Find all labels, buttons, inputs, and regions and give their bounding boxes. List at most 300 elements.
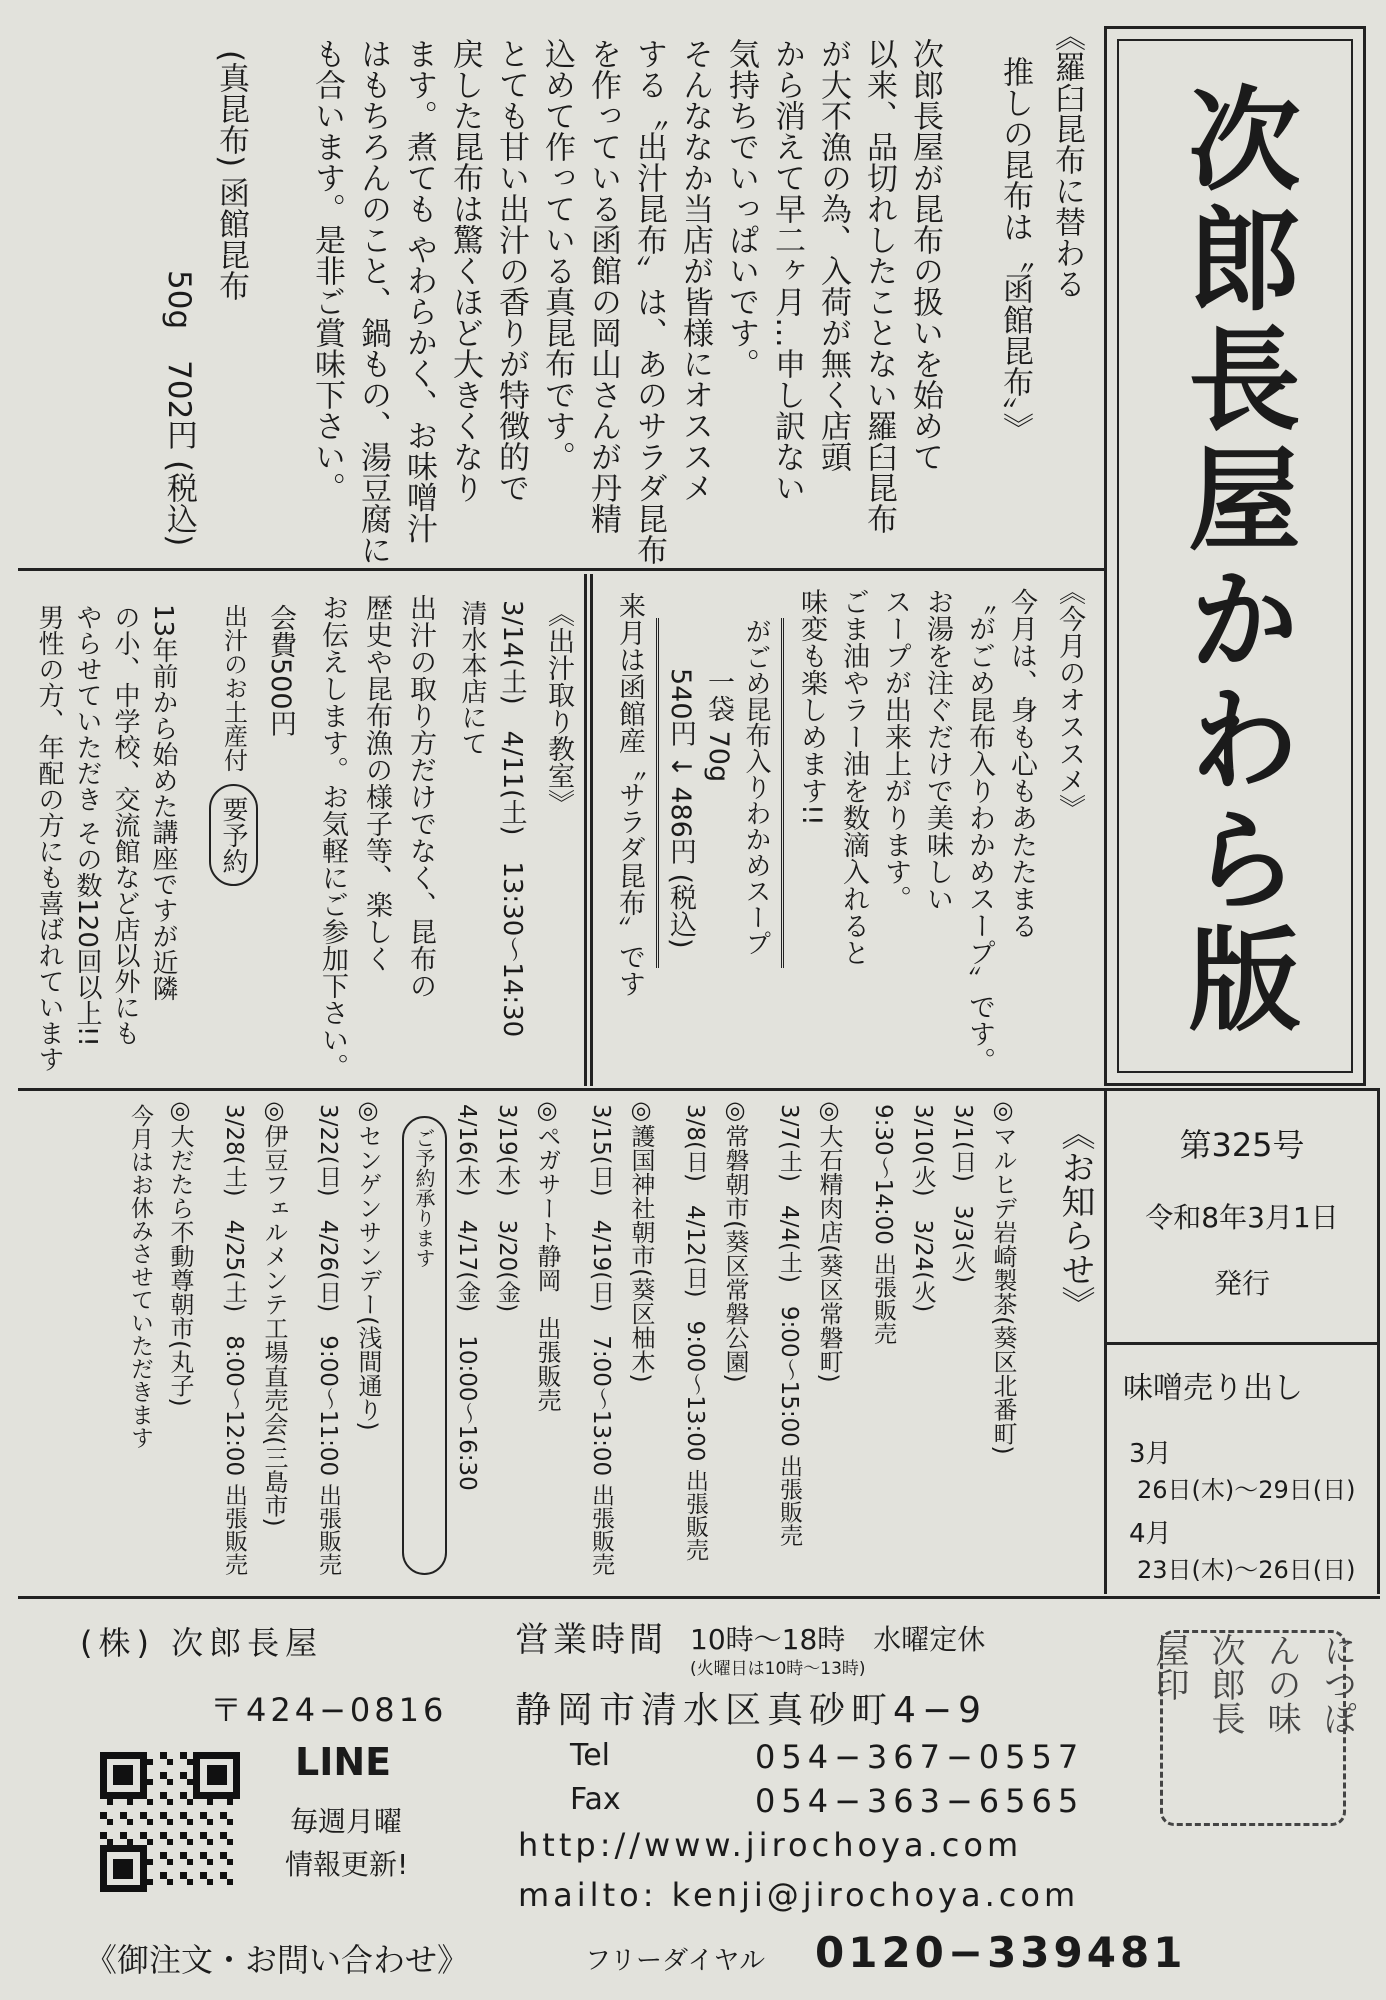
qr-module [147,1832,154,1839]
qr-module [107,1805,114,1812]
qr-module [207,1879,214,1886]
qr-module [140,1859,147,1866]
qr-module [213,1865,220,1872]
qr-module [107,1879,114,1886]
qr-module [180,1792,187,1799]
qr-module [200,1819,207,1826]
qr-module [140,1872,147,1879]
qr-module [100,1765,107,1772]
dashi-class [20,580,580,1080]
qr-module [227,1885,234,1892]
qr-module [100,1832,107,1839]
qr-module [180,1825,187,1832]
qr-module [207,1799,214,1806]
article-line: が大不漁の為、入荷が無く店頭 [815,38,851,472]
qr-module [100,1752,107,1759]
article-line: はもちろんのこと、鍋もの、湯豆腐に [355,38,391,565]
notice-item [120,1096,200,1575]
qr-module [207,1865,214,1872]
monthly-recommendation [600,578,1090,1078]
qr-module [180,1885,187,1892]
qr-module [127,1772,134,1779]
qr-module [187,1839,194,1846]
miso-sale-april-range: 23日(木)〜26日(日) [1137,1556,1356,1584]
qr-module [140,1845,147,1852]
notice-list [106,1096,1023,1575]
notice-name: ◎ペガサート静岡 出張販売 [533,1096,561,1412]
qr-module [153,1819,160,1826]
qr-module [140,1825,147,1832]
qr-module [133,1819,140,1826]
qr-module [207,1872,214,1879]
notice-schedule: 3/15(日) 4/19(日) 7:00〜13:00 出張販売 [588,1104,614,1576]
qr-module [113,1812,120,1819]
qr-module [127,1839,134,1846]
qr-module [167,1765,174,1772]
article-line: から消えて早二ヶ月…申し訳ない [769,38,805,503]
qr-module [153,1852,160,1859]
notice-item [675,1096,755,1575]
qr-module [220,1805,227,1812]
qr-module [160,1765,167,1772]
qr-module [180,1772,187,1779]
qr-module [227,1759,234,1766]
qr-module [167,1759,174,1766]
qr-module [180,1859,187,1866]
qr-module [113,1799,120,1806]
notice-name: ◎マルヒデ岩崎製茶(葵区北番町) [989,1096,1017,1455]
qr-module [133,1792,140,1799]
qr-module [187,1792,194,1799]
qr-module [233,1819,240,1826]
qr-module [167,1812,174,1819]
qr-module [100,1885,107,1892]
qr-module [167,1839,174,1846]
qr-module [173,1752,180,1759]
qr-module [193,1805,200,1812]
freedial-label: フリーダイヤル [585,1946,766,1976]
qr-module [140,1785,147,1792]
qr-module [127,1779,134,1786]
qr-module [173,1792,180,1799]
website-link[interactable]: http://www.jirochoya.com [518,1826,1023,1864]
qr-module [193,1879,200,1886]
qr-module [147,1839,154,1846]
product-qty: 一袋 70g [703,668,734,783]
article-line: そんななか当店が皆様にオススメ [677,38,713,503]
qr-module [160,1785,167,1792]
qr-module [133,1832,140,1839]
qr-module [147,1799,154,1806]
qr-module [233,1812,240,1819]
qr-module [147,1792,154,1799]
qr-module [113,1859,120,1866]
qr-module [187,1879,194,1886]
notice-item [863,1096,1023,1575]
notice-schedule: 3/22(日) 4/26(日) 9:00〜11:00 出張販売 [315,1104,341,1576]
qr-module [107,1832,114,1839]
qr-module [227,1779,234,1786]
recommendation-line: スープが出来上がります。 [880,588,911,912]
divider-top [18,568,1104,571]
qr-module [180,1765,187,1772]
qr-module [153,1825,160,1832]
qr-module [120,1879,127,1886]
qr-module [160,1819,167,1826]
qr-module [207,1825,214,1832]
qr-module [220,1819,227,1826]
qr-module [200,1885,207,1892]
qr-module [173,1859,180,1866]
qr-module [153,1752,160,1759]
article-line: も合います。是非ご賞味下さい。 [309,38,345,503]
qr-module [213,1772,220,1779]
qr-module [133,1852,140,1859]
qr-module [100,1812,107,1819]
qr-module [113,1765,120,1772]
qr-module [193,1819,200,1826]
recommendation-heading: 《今月のオススメ》 [1054,578,1085,821]
qr-module [160,1872,167,1879]
qr-module [200,1805,207,1812]
qr-module [153,1832,160,1839]
qr-module [173,1812,180,1819]
issue-published: 発行 [1213,1267,1270,1300]
qr-module [220,1785,227,1792]
qr-module [127,1759,134,1766]
qr-module [147,1772,154,1779]
recommendation-line: 味変も楽しめます!! [796,588,827,826]
qr-module [140,1799,147,1806]
qr-module [120,1799,127,1806]
qr-module [200,1859,207,1866]
qr-module [113,1832,120,1839]
qr-module [207,1852,214,1859]
qr-module [233,1759,240,1766]
qr-module [200,1752,207,1759]
qr-module [140,1772,147,1779]
qr-module [100,1759,107,1766]
qr-module [180,1839,187,1846]
article-line: ます。煮ても やわらかく、お味噌汁 [401,38,437,544]
class-dates: 3/14(土) 4/11(土) 13:30〜14:30 清水本店にて [457,600,527,1038]
qr-module [100,1859,107,1866]
qr-module [200,1792,207,1799]
notice-name: ◎護国神社朝市(葵区柚木) [627,1096,655,1383]
business-hours: 10時〜18時 水曜定休 [690,1623,986,1656]
divider-bottom [18,1596,1380,1599]
qr-module [173,1872,180,1879]
qr-module [213,1852,220,1859]
qr-module [100,1772,107,1779]
line-qr-code[interactable] [100,1752,240,1892]
qr-module [100,1852,107,1859]
qr-module [180,1752,187,1759]
divider-middle-vertical [584,574,587,1086]
qr-module [233,1865,240,1872]
divider-middle-vertical-2 [590,574,593,1086]
product-label: (真昆布) 函館昆布 [213,50,249,302]
qr-module [200,1845,207,1852]
qr-module [220,1752,227,1759]
qr-module [227,1825,234,1832]
article-body [304,20,992,565]
qr-module [153,1879,160,1886]
qr-module [107,1839,114,1846]
qr-module [127,1799,134,1806]
qr-module [140,1852,147,1859]
qr-module [160,1879,167,1886]
qr-module [167,1872,174,1879]
qr-module [167,1779,174,1786]
qr-module [120,1885,127,1892]
qr-module [220,1792,227,1799]
notice-schedule: 3/19(木) 3/20(金) [494,1104,520,1313]
qr-module [107,1819,114,1826]
issue-number: 第325号 [1179,1126,1305,1164]
qr-module [207,1785,214,1792]
qr-module [167,1832,174,1839]
qr-module [173,1852,180,1859]
notice-item [308,1096,388,1575]
qr-module [140,1792,147,1799]
recommendation-line: 〝がごめ昆布入りわかめスープ〟です。 [964,588,995,1074]
tel-label: Tel [570,1738,611,1773]
qr-module [187,1852,194,1859]
qr-module [180,1812,187,1819]
qr-module [113,1772,120,1779]
lecture-history-line: 男性の方、年配の方にも喜ばれています [34,604,64,1072]
qr-module [153,1772,160,1779]
qr-module [153,1779,160,1786]
qr-module [207,1759,214,1766]
qr-module [107,1812,114,1819]
qr-module [120,1805,127,1812]
qr-module [220,1879,227,1886]
qr-module [127,1865,134,1872]
qr-module [133,1812,140,1819]
qr-module [147,1845,154,1852]
qr-module [160,1865,167,1872]
qr-module [200,1759,207,1766]
qr-module [133,1765,140,1772]
qr-module [160,1752,167,1759]
qr-module [133,1799,140,1806]
reserve-required-badge: 要予約 [209,784,258,886]
notice-schedule: 3/28(土) 4/25(土) 8:00〜12:00 出張販売 [221,1104,247,1576]
qr-module [167,1825,174,1832]
qr-module [187,1765,194,1772]
article-line: 気持ちでいっぱいです。 [723,38,759,379]
class-description-line: お伝えします。お気軽にご参加下さい。 [317,594,348,1080]
qr-module [127,1792,134,1799]
qr-module [193,1752,200,1759]
qr-module [120,1852,127,1859]
qr-module [127,1765,134,1772]
qr-module [173,1825,180,1832]
qr-module [133,1859,140,1866]
qr-module [127,1845,134,1852]
qr-module [213,1812,220,1819]
qr-module [147,1805,154,1812]
order-inquiry-label: 《御注文・お問い合わせ》 [85,1941,470,1979]
qr-module [153,1839,160,1846]
notice-item [769,1096,849,1575]
qr-module [180,1785,187,1792]
qr-module [173,1779,180,1786]
qr-module [207,1832,214,1839]
qr-module [147,1859,154,1866]
qr-module [193,1772,200,1779]
qr-module [193,1779,200,1786]
qr-module [153,1845,160,1852]
notice-name: ◎大だたら不動尊朝市(丸子) [166,1096,194,1407]
qr-module [207,1792,214,1799]
qr-module [180,1805,187,1812]
stamp-lettering: 屋印 [1149,1633,1189,1701]
qr-module [120,1825,127,1832]
qr-module [180,1865,187,1872]
qr-module [127,1825,134,1832]
qr-module [107,1792,114,1799]
qr-module [147,1812,154,1819]
qr-module [147,1865,154,1872]
qr-module [167,1845,174,1852]
qr-module [187,1845,194,1852]
qr-module [100,1845,107,1852]
qr-module [133,1805,140,1812]
qr-module [120,1779,127,1786]
qr-module [233,1872,240,1879]
qr-module [233,1825,240,1832]
qr-module [173,1885,180,1892]
qr-module [193,1785,200,1792]
qr-module [233,1845,240,1852]
qr-module [233,1839,240,1846]
qr-module [220,1779,227,1786]
notice-item [214,1096,294,1575]
qr-module [127,1832,134,1839]
qr-module [153,1759,160,1766]
article-line: とても甘い出汁の香りが特徴的で [493,38,529,503]
qr-module [107,1845,114,1852]
class-body [310,580,452,1080]
qr-module [187,1772,194,1779]
notice-schedule: 4/16(木) 4/17(金) 10:00〜16:30 [454,1104,480,1491]
qr-module [127,1819,134,1826]
qr-module [100,1865,107,1872]
qr-module [180,1799,187,1806]
qr-module [147,1819,154,1826]
qr-module [187,1872,194,1879]
email-link[interactable]: mailto: kenji@jirochoya.com [518,1876,1080,1914]
qr-module [140,1885,147,1892]
qr-module [147,1852,154,1859]
qr-module [200,1812,207,1819]
qr-module [147,1785,154,1792]
qr-module [160,1885,167,1892]
qr-module [127,1752,134,1759]
qr-module [227,1859,234,1866]
qr-module [173,1759,180,1766]
qr-module [120,1859,127,1866]
notice-name: ◎伊豆フェルメンテ工場直売会(三島市) [260,1096,288,1527]
kombu-article [40,20,1090,565]
qr-module [227,1872,234,1879]
qr-module [213,1779,220,1786]
qr-module [140,1832,147,1839]
recommendation-line: ごま油やラー油を数滴入れると [838,588,869,966]
qr-module [120,1785,127,1792]
qr-module [100,1792,107,1799]
freedial-number[interactable]: 0120−339481 [815,1928,1187,1977]
notice-name: ◎大石精肉店(葵区常磐町) [815,1096,843,1383]
qr-module [207,1805,214,1812]
qr-module [153,1805,160,1812]
qr-module [120,1819,127,1826]
qr-module [173,1819,180,1826]
qr-module [227,1792,234,1799]
qr-module [193,1845,200,1852]
class-fee: 会費500円 [265,604,296,737]
notices-heading: 《お知らせ》 [1055,1116,1095,1320]
qr-module [107,1852,114,1859]
qr-module [127,1859,134,1866]
title-box [1104,26,1366,1086]
class-gift: 出汁のお土産付 [219,604,248,772]
qr-module [173,1839,180,1846]
article-line: 以来、品切れしたことない羅臼昆布 [861,38,897,534]
qr-module [200,1872,207,1879]
qr-module [140,1805,147,1812]
qr-module [200,1879,207,1886]
qr-module [147,1825,154,1832]
qr-module [153,1859,160,1866]
qr-module [100,1825,107,1832]
qr-module [153,1865,160,1872]
qr-module [227,1879,234,1886]
qr-module [113,1885,120,1892]
tel-number[interactable]: 054−367−0557 [755,1738,1085,1776]
qr-module [107,1885,114,1892]
qr-module [167,1772,174,1779]
notice-schedule: 3/8(日) 4/12(日) 9:00〜13:00 出張販売 [682,1104,708,1561]
qr-module [207,1845,214,1852]
qr-module [127,1805,134,1812]
qr-module [100,1779,107,1786]
qr-module [187,1832,194,1839]
line-update-note: 情報更新! [285,1848,409,1881]
qr-module [213,1872,220,1879]
qr-module [107,1825,114,1832]
qr-module [167,1792,174,1799]
lecture-history-line: の小、中学校、交流館など店以外にも [110,604,140,1046]
qr-module [233,1752,240,1759]
qr-module [207,1752,214,1759]
business-hours-note: (火曜日は10時〜13時) [690,1659,866,1679]
fax-number: 054−363−6565 [755,1782,1085,1820]
qr-module [180,1819,187,1826]
qr-module [193,1825,200,1832]
qr-module [133,1779,140,1786]
qr-module [113,1805,120,1812]
qr-module [180,1845,187,1852]
qr-module [213,1825,220,1832]
qr-module [167,1799,174,1806]
qr-module [167,1805,174,1812]
qr-module [127,1879,134,1886]
qr-module [133,1865,140,1872]
